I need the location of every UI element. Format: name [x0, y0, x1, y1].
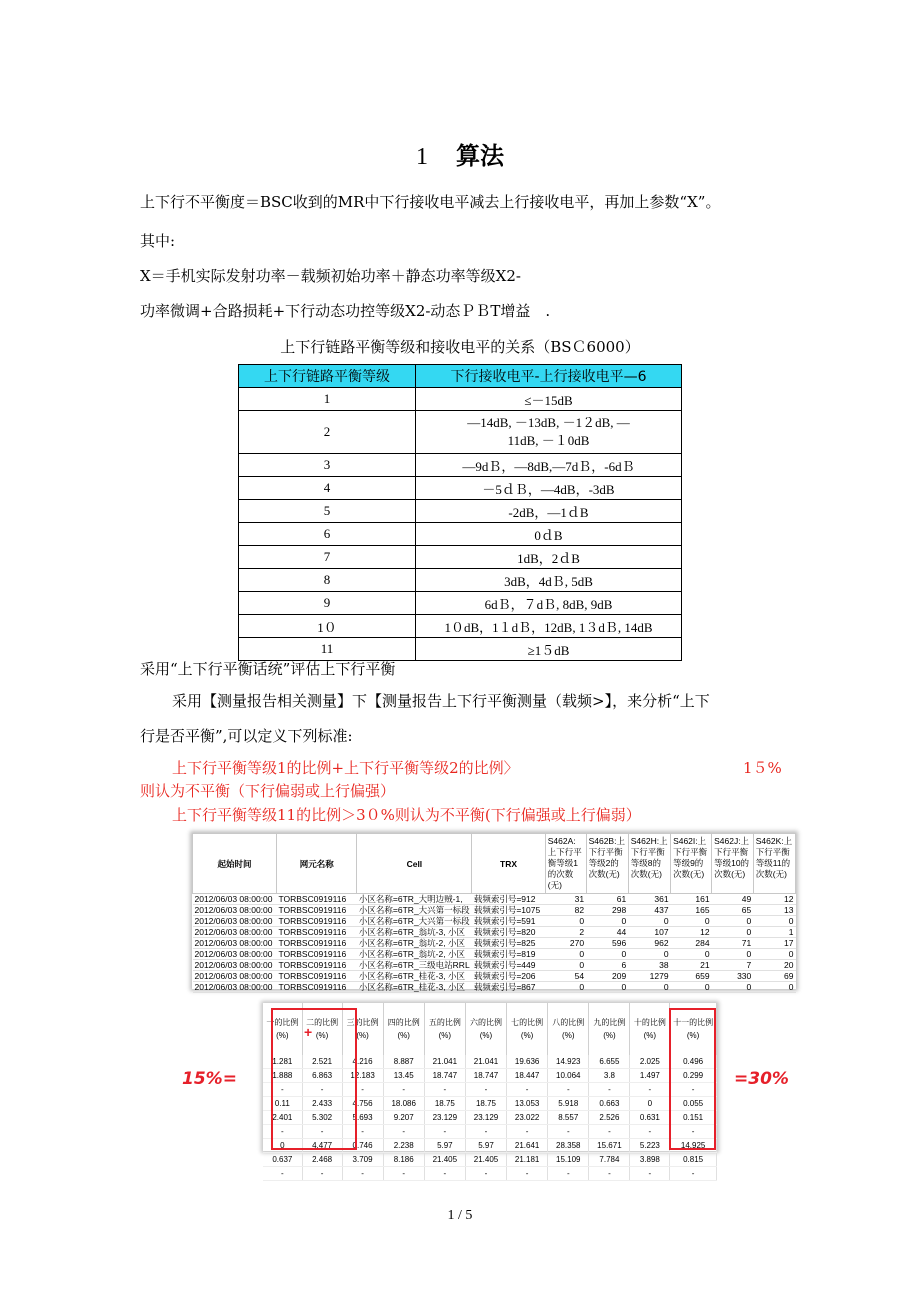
column-header: 七的比例(%) — [507, 1003, 548, 1055]
table-cell: - — [302, 1083, 342, 1097]
table-row — [193, 927, 796, 938]
table-cell: 0 — [628, 949, 670, 960]
table-cell: 2.433 — [302, 1097, 342, 1111]
table-cell: 2.025 — [630, 1055, 670, 1069]
table-cell: 载频索引号=819 — [472, 949, 545, 960]
table-cell: 载频索引号=1075 — [472, 905, 545, 916]
table-cell: 6 — [586, 960, 628, 971]
table-cell: - — [507, 1125, 548, 1139]
table-row — [239, 569, 682, 592]
table-cell: 0 — [628, 916, 670, 927]
table-row — [193, 916, 796, 927]
table-cell: 0.815 — [670, 1153, 717, 1167]
table-cell: 载频索引号=820 — [472, 927, 545, 938]
table-cell: 0 — [671, 916, 712, 927]
plus-sign: + — [304, 1024, 313, 1040]
table-cell: 载频索引号=825 — [472, 938, 545, 949]
table-cell: - — [507, 1083, 548, 1097]
table-caption: 上下行链路平衡等级和接收电平的关系（BSＣ6000） — [280, 338, 640, 356]
table-cell: 10.064 — [548, 1069, 589, 1083]
table-row — [239, 523, 682, 546]
table-cell: 4.216 — [342, 1055, 383, 1069]
table-cell: - — [424, 1167, 465, 1181]
table-cell: 270 — [545, 938, 586, 949]
table-row — [239, 454, 682, 477]
table-cell: 23.129 — [465, 1111, 506, 1125]
table-cell: 0 — [545, 982, 586, 993]
table-cell: 13.053 — [507, 1097, 548, 1111]
column-header: 四的比例(%) — [383, 1003, 424, 1055]
table-row — [239, 388, 682, 411]
level11-highlight-box — [669, 1008, 716, 1150]
table-cell: 0 — [586, 916, 628, 927]
table-cell: 8.186 — [383, 1153, 424, 1167]
table-cell: 0 — [671, 982, 712, 993]
table-cell: 0.637 — [263, 1153, 302, 1167]
table-cell: - — [589, 1167, 630, 1181]
table-cell: 5.302 — [302, 1111, 342, 1125]
table-cell: 13.45 — [383, 1069, 424, 1083]
table-cell: 21.641 — [507, 1139, 548, 1153]
table-cell: - — [465, 1125, 506, 1139]
table-cell: 21 — [671, 960, 712, 971]
table-row — [193, 894, 796, 905]
table-cell: 18.75 — [424, 1097, 465, 1111]
table-cell: 5.918 — [548, 1097, 589, 1111]
level-cell: 9 — [239, 592, 416, 615]
table-cell: - — [342, 1083, 383, 1097]
table-cell: 小区名称=6TR_大明边贼-1, — [357, 894, 472, 905]
table-cell: 1.281 — [263, 1055, 302, 1069]
table-cell: 小区名称=6TR_翁坑-2, 小区 — [357, 938, 472, 949]
table-cell: - — [383, 1125, 424, 1139]
table-cell: - — [548, 1083, 589, 1097]
column-header: 起始时间 — [193, 834, 277, 894]
table-cell: - — [263, 1125, 302, 1139]
table-cell: 小区名称=6TR_大兴第一标段 — [357, 916, 472, 927]
criterion-1-conclusion: 则认为不平衡（下行偏弱或上行偏强） — [140, 782, 396, 800]
table-cell: 18.086 — [383, 1097, 424, 1111]
table-row — [193, 949, 796, 960]
table-cell: 82 — [545, 905, 586, 916]
column-header: S462H:上下行平衡等级8的次数(无) — [628, 834, 670, 894]
column-header: S462A:上下行平衡等级1的次数(无) — [545, 834, 586, 894]
table-cell: 18.747 — [465, 1069, 506, 1083]
table-cell: 13 — [753, 905, 795, 916]
table-cell: - — [302, 1167, 342, 1181]
table-cell: TORBSC0919116 — [276, 960, 356, 971]
table-cell: 596 — [586, 938, 628, 949]
table-cell: 437 — [628, 905, 670, 916]
table-cell: 28.358 — [548, 1139, 589, 1153]
table-cell: 21.405 — [424, 1153, 465, 1167]
table-cell: - — [548, 1167, 589, 1181]
table-row — [193, 971, 796, 982]
table-cell: 18.747 — [424, 1069, 465, 1083]
level-cell: 5 — [239, 500, 416, 523]
table-cell: 载频索引号=449 — [472, 960, 545, 971]
level-cell: 3 — [239, 454, 416, 477]
table-cell: 0.746 — [342, 1139, 383, 1153]
ratio-screenshot — [263, 1003, 717, 1178]
table-row — [239, 615, 682, 638]
table-cell: - — [263, 1167, 302, 1181]
table-cell: 21.041 — [424, 1055, 465, 1069]
table-cell: 17 — [753, 938, 795, 949]
table-cell: 小区名称=6TR_桂花-3, 小区 — [357, 982, 472, 993]
table-cell: 23.129 — [424, 1111, 465, 1125]
table-cell: 0.631 — [630, 1111, 670, 1125]
table-cell: 161 — [671, 894, 712, 905]
table-cell: 12 — [671, 927, 712, 938]
table-header: 下行接收电平-上行接收电平—6 — [416, 365, 682, 388]
left-15-percent-label: 15%= — [182, 1069, 237, 1089]
table-cell: - — [342, 1125, 383, 1139]
table-cell: 2012/06/03 08:00:00 — [193, 938, 277, 949]
table-cell: 2.526 — [589, 1111, 630, 1125]
level-cell: 1０ — [239, 615, 416, 638]
table-cell: 5.223 — [630, 1139, 670, 1153]
table-cell: 659 — [671, 971, 712, 982]
table-cell: TORBSC0919116 — [276, 938, 356, 949]
level-cell: 1 — [239, 388, 416, 411]
table-cell: 7.784 — [589, 1153, 630, 1167]
level-cell: 2 — [239, 411, 416, 454]
table-cell: - — [670, 1167, 717, 1181]
table-cell: 18.447 — [507, 1069, 548, 1083]
table-cell: 20 — [753, 960, 795, 971]
column-header: 三的比例(%) — [342, 1003, 383, 1055]
table-cell: 5.97 — [424, 1139, 465, 1153]
table-cell: 65 — [712, 905, 754, 916]
page-number: 1 / 5 — [447, 1208, 473, 1223]
paragraph-where: 其中: — [140, 232, 176, 250]
table-cell: 载频索引号=867 — [472, 982, 545, 993]
level-range-cell: —9dＢ，—8dB,—7dＢ，-6dＢ — [416, 454, 682, 477]
table-cell: 0 — [545, 949, 586, 960]
table-row — [239, 477, 682, 500]
table-cell: 38 — [628, 960, 670, 971]
table-cell: 2012/06/03 08:00:00 — [193, 894, 277, 905]
table-cell: 330 — [712, 971, 754, 982]
table-cell: 3.709 — [342, 1153, 383, 1167]
table-cell: 284 — [671, 938, 712, 949]
table-cell: 2012/06/03 08:00:00 — [193, 905, 277, 916]
table-cell: 8.557 — [548, 1111, 589, 1125]
table-cell: 209 — [586, 971, 628, 982]
table-cell: 载频索引号=912 — [472, 894, 545, 905]
level-range-cell: －5ｄＢ，—4dB，-3dB — [416, 477, 682, 500]
table-cell: - — [342, 1167, 383, 1181]
table-cell: TORBSC0919116 — [276, 949, 356, 960]
table-cell: 载频索引号=591 — [472, 916, 545, 927]
table-cell: 107 — [628, 927, 670, 938]
table-cell: 小区名称=6TR_翁坑-2, 小区 — [357, 949, 472, 960]
table-cell: - — [383, 1167, 424, 1181]
level-range-cell — [416, 411, 682, 454]
table-cell: - — [630, 1167, 670, 1181]
table-cell: - — [465, 1083, 506, 1097]
criterion-1-percent: 1５% — [743, 759, 782, 777]
table-cell: 31 — [545, 894, 586, 905]
table-cell: 0 — [628, 982, 670, 993]
table-cell: 0 — [263, 1139, 302, 1153]
table-cell: 14.923 — [548, 1055, 589, 1069]
column-header: S462K:上下行平衡等级11的次数(无) — [753, 834, 795, 894]
table-cell: 6.655 — [589, 1055, 630, 1069]
table-cell: 载频索引号=206 — [472, 971, 545, 982]
table-cell: 2012/06/03 08:00:00 — [193, 971, 277, 982]
column-header: TRX — [472, 834, 545, 894]
column-header: 六的比例(%) — [465, 1003, 506, 1055]
table-cell: 小区名称=6TR_三级电站RRL — [357, 960, 472, 971]
table-cell: 0 — [545, 916, 586, 927]
level-range-cell: ≥1５dB — [416, 638, 682, 661]
table-cell: 2.401 — [263, 1111, 302, 1125]
paragraph-imbalance-definition: 上下行不平衡度＝BSC收到的MR中下行接收电平减去上行接收电平，再加上参数“X”。 — [140, 193, 721, 211]
column-header: 一的比例(%) — [263, 1003, 302, 1055]
table-cell: 0 — [753, 982, 795, 993]
table-cell: 44 — [586, 927, 628, 938]
level-range-cell: 0ｄB — [416, 523, 682, 546]
level-cell: 6 — [239, 523, 416, 546]
paragraph-x-formula-2: 功率微调+合路损耗+下行动态功控等级X2-动态ＰＢT增益 . — [140, 302, 551, 320]
table-row — [193, 938, 796, 949]
table-cell: 21.041 — [465, 1055, 506, 1069]
column-header: 十的比例(%) — [630, 1003, 670, 1055]
table-cell: - — [670, 1083, 717, 1097]
table-cell: 0 — [545, 960, 586, 971]
table-cell: - — [589, 1083, 630, 1097]
paragraph-measurement-b: 行是否平衡”,可以定义下列标准: — [140, 727, 353, 745]
measurement-counts-screenshot — [192, 833, 796, 992]
section-heading — [0, 136, 920, 171]
table-cell: 9.207 — [383, 1111, 424, 1125]
table-cell: 0 — [630, 1097, 670, 1111]
table-cell: 6.863 — [302, 1069, 342, 1083]
table-cell: 21.181 — [507, 1153, 548, 1167]
table-cell: 5.97 — [465, 1139, 506, 1153]
table-cell: 61 — [586, 894, 628, 905]
table-cell: 2012/06/03 08:00:00 — [193, 949, 277, 960]
table-row — [193, 905, 796, 916]
table-cell: 0.151 — [670, 1111, 717, 1125]
table-row — [263, 1153, 717, 1167]
table-cell: 3.8 — [589, 1069, 630, 1083]
table-cell: - — [507, 1167, 548, 1181]
table-cell: 0 — [712, 949, 754, 960]
table-cell: 小区名称=6TR_翁坑-3, 小区 — [357, 927, 472, 938]
table-cell: 2 — [545, 927, 586, 938]
table-cell: 小区名称=6TR_大兴第一标段 — [357, 905, 472, 916]
table-cell: 3.898 — [630, 1153, 670, 1167]
level-cell: 7 — [239, 546, 416, 569]
table-cell: - — [465, 1167, 506, 1181]
table-cell: 2012/06/03 08:00:00 — [193, 960, 277, 971]
level-range-cell: 6dＢ，７dＢ, 8dB, 9dB — [416, 592, 682, 615]
table-cell: 0 — [712, 927, 754, 938]
paragraph-use-stats: 采用“上下行平衡话统”评估上下行平衡 — [140, 660, 396, 678]
table-cell: 1279 — [628, 971, 670, 982]
table-cell: 8.887 — [383, 1055, 424, 1069]
table-row — [239, 411, 682, 454]
table-cell: 4.756 — [342, 1097, 383, 1111]
table-cell: 1.888 — [263, 1069, 302, 1083]
right-30-percent-label: =30% — [734, 1069, 789, 1089]
level-cell: 4 — [239, 477, 416, 500]
column-header: 五的比例(%) — [424, 1003, 465, 1055]
table-cell: - — [670, 1125, 717, 1139]
table-cell: 0 — [753, 916, 795, 927]
column-header: 八的比例(%) — [548, 1003, 589, 1055]
table-cell: 1.497 — [630, 1069, 670, 1083]
column-header: 十一的比例(%) — [670, 1003, 717, 1055]
paragraph-measurement-a: 采用【测量报告相关测量】下【测量报告上下行平衡测量（载频>】，来分析“上下 — [172, 692, 710, 710]
table-cell: 2012/06/03 08:00:00 — [193, 916, 277, 927]
table-cell: 5.693 — [342, 1111, 383, 1125]
column-header: 九的比例(%) — [589, 1003, 630, 1055]
table-cell: - — [302, 1125, 342, 1139]
criterion-2-text: 上下行平衡等级11的比例＞3０%则认为不平衡(下行偏强或上行偏弱） — [172, 806, 641, 824]
table-cell: - — [630, 1083, 670, 1097]
table-cell: 0.055 — [670, 1097, 717, 1111]
table-cell: 21.405 — [465, 1153, 506, 1167]
table-cell: 0 — [753, 949, 795, 960]
table-cell: 0 — [712, 916, 754, 927]
table-header: 上下行链路平衡等级 — [239, 365, 416, 388]
table-cell: - — [424, 1083, 465, 1097]
table-cell: 71 — [712, 938, 754, 949]
column-header: 网元名称 — [276, 834, 356, 894]
table-cell: 18.75 — [465, 1097, 506, 1111]
level-range-line: —14dB, －13dB, －1２dB, — — [467, 415, 630, 430]
table-cell: 12.183 — [342, 1069, 383, 1083]
table-cell: 0.663 — [589, 1097, 630, 1111]
table-row — [263, 1167, 717, 1181]
table-cell: 2012/06/03 08:00:00 — [193, 927, 277, 938]
table-cell: 2.521 — [302, 1055, 342, 1069]
table-cell: 2012/06/03 08:00:00 — [193, 982, 277, 993]
table-cell: 小区名称=6TR_桂花-3, 小区 — [357, 971, 472, 982]
level-range-cell: ≤－15dB — [416, 388, 682, 411]
column-header: Cell — [357, 834, 472, 894]
table-cell: - — [383, 1083, 424, 1097]
section-number: 1 — [416, 144, 428, 170]
table-cell: 2.238 — [383, 1139, 424, 1153]
table-cell: 14.925 — [670, 1139, 717, 1153]
table-cell: 0 — [712, 982, 754, 993]
table-cell: 49 — [712, 894, 754, 905]
level-range-cell: -2dB，—1ｄB — [416, 500, 682, 523]
table-row — [193, 982, 796, 993]
table-cell: 0.299 — [670, 1069, 717, 1083]
table-row — [239, 500, 682, 523]
table-cell: 0 — [671, 949, 712, 960]
table-cell: 298 — [586, 905, 628, 916]
table-cell: 2.468 — [302, 1153, 342, 1167]
criterion-1-text: 上下行平衡等级1的比例+上下行平衡等级2的比例〉 — [172, 759, 519, 777]
table-cell: - — [630, 1125, 670, 1139]
table-cell: 23.022 — [507, 1111, 548, 1125]
balance-level-table — [238, 364, 682, 661]
table-cell: TORBSC0919116 — [276, 971, 356, 982]
table-cell: 361 — [628, 894, 670, 905]
level-cell: 8 — [239, 569, 416, 592]
level-cell: 11 — [239, 638, 416, 661]
table-cell: - — [548, 1125, 589, 1139]
table-cell: 7 — [712, 960, 754, 971]
table-cell: TORBSC0919116 — [276, 982, 356, 993]
table-cell: 1 — [753, 927, 795, 938]
table-cell: 165 — [671, 905, 712, 916]
table-cell: TORBSC0919116 — [276, 894, 356, 905]
level-range-cell: 1０dB，1１dＢ，12dB, 1３dＢ, 14dB — [416, 615, 682, 638]
table-cell: - — [589, 1125, 630, 1139]
table-cell: - — [424, 1125, 465, 1139]
table-cell: TORBSC0919116 — [276, 927, 356, 938]
table-cell: 0 — [586, 949, 628, 960]
column-header: S462B:上下行平衡等级2的次数(无) — [586, 834, 628, 894]
table-row — [239, 592, 682, 615]
table-cell: 19.636 — [507, 1055, 548, 1069]
table-cell: 0 — [586, 982, 628, 993]
table-cell: 15.109 — [548, 1153, 589, 1167]
table-cell: 4.477 — [302, 1139, 342, 1153]
column-header: 二的比例(%) — [302, 1003, 342, 1055]
table-cell: 54 — [545, 971, 586, 982]
table-cell: 12 — [753, 894, 795, 905]
paragraph-x-formula-1: X＝手机实际发射功率－载频初始功率＋静态功率等级X2- — [140, 267, 521, 285]
section-title: 算法 — [456, 142, 504, 170]
table-cell: TORBSC0919116 — [276, 916, 356, 927]
level-range-cell: 1dB，2ｄB — [416, 546, 682, 569]
column-header: S462J:上下行平衡等级10的次数(无) — [712, 834, 754, 894]
level1-2-highlight-box — [271, 1008, 357, 1150]
table-cell: - — [263, 1083, 302, 1097]
level-range-cell: 3dB，4dＢ, 5dB — [416, 569, 682, 592]
table-row — [239, 546, 682, 569]
table-cell: 962 — [628, 938, 670, 949]
table-cell: 15.671 — [589, 1139, 630, 1153]
table-cell: 69 — [753, 971, 795, 982]
table-cell: TORBSC0919116 — [276, 905, 356, 916]
table-cell: 0.496 — [670, 1055, 717, 1069]
table-row — [193, 960, 796, 971]
table-cell: 0.11 — [263, 1097, 302, 1111]
column-header: S462I:上下行平衡等级9的次数(无) — [671, 834, 712, 894]
level-range-line: 11dB, －１0dB — [507, 433, 590, 448]
